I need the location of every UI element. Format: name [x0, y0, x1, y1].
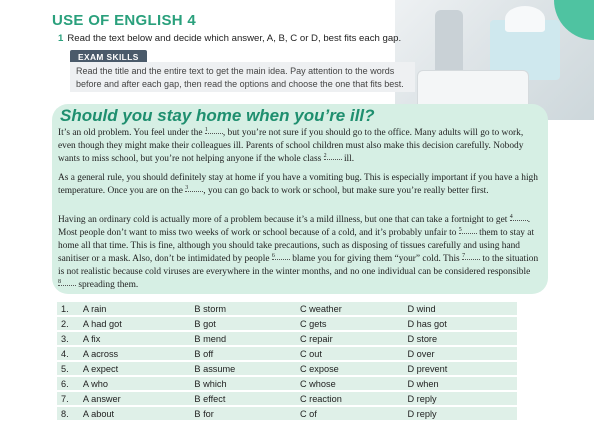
- corner-decoration: [554, 0, 594, 40]
- gap-7: 7: [462, 253, 480, 260]
- question-number: 3.: [57, 332, 79, 345]
- option-a[interactable]: A rain: [79, 302, 190, 315]
- option-b[interactable]: B mend: [190, 332, 296, 345]
- option-b[interactable]: B off: [190, 347, 296, 360]
- gap-6: 6: [272, 253, 290, 260]
- option-c[interactable]: C reaction: [296, 392, 404, 405]
- option-c[interactable]: C out: [296, 347, 404, 360]
- skills-line-1: Read the title and the entire text to get the main idea. Pay attention to the words: [76, 66, 395, 76]
- question-number: 7.: [57, 392, 79, 405]
- text-run: ill.: [341, 154, 355, 165]
- text-run: , you can go back to work or school, but make sure you’re really better first.: [203, 186, 489, 197]
- option-a[interactable]: A answer: [79, 392, 190, 405]
- option-d[interactable]: D over: [403, 347, 517, 360]
- option-a[interactable]: A about: [79, 407, 190, 420]
- answer-options-table: [57, 300, 517, 422]
- question-number: 6.: [57, 377, 79, 390]
- gap-5: 5: [459, 227, 477, 234]
- paragraph-2: [58, 172, 543, 198]
- text-run: As a general rule, you should definitely stay at home if you have a vomiting bug. This is especially important if you have a high temperature. Once you are on the: [58, 173, 538, 197]
- answer-row: [57, 302, 517, 315]
- option-c[interactable]: C repair: [296, 332, 404, 345]
- text-run: spreading them.: [76, 280, 139, 291]
- gap-2: 2: [324, 153, 342, 160]
- answer-row: [57, 392, 517, 405]
- answer-row: [57, 332, 517, 345]
- option-b[interactable]: B storm: [190, 302, 296, 315]
- option-b[interactable]: B for: [190, 407, 296, 420]
- answer-row: [57, 362, 517, 375]
- option-d[interactable]: D reply: [403, 407, 517, 420]
- question-number: 2.: [57, 317, 79, 330]
- article-title: Should you stay home when you’re ill?: [60, 106, 375, 125]
- text-run: It’s an old problem. You feel under the: [58, 128, 205, 139]
- gap-3: 3: [185, 185, 203, 192]
- option-b[interactable]: B which: [190, 377, 296, 390]
- option-b[interactable]: B effect: [190, 392, 296, 405]
- option-a[interactable]: A across: [79, 347, 190, 360]
- option-d[interactable]: D has got: [403, 317, 517, 330]
- text-run: them to stay at home all that time. This is fine, although you should take precautions, such as disposing of tissues carefully and using hand sanitiser or a mask. Also, don’t be intimidated by people: [58, 228, 535, 265]
- gap-1: 1: [205, 127, 223, 134]
- question-number: 4.: [57, 347, 79, 360]
- option-b[interactable]: B got: [190, 317, 296, 330]
- answer-row: [57, 347, 517, 360]
- answer-row: [57, 317, 517, 330]
- text-run: , but you’re not sure if you should go to the office. Many adults will go to work, even though they might make their colleagues ill. Parents of school children must also make this decision carefully. Nobody wants to miss school, but you’re not helping anyone if the whole class: [58, 128, 524, 165]
- text-run: . Most people don’t want to miss two weeks of work or school because of a cold, and it’s probably unfair to: [58, 215, 531, 239]
- option-c[interactable]: C gets: [296, 317, 404, 330]
- exam-skills-box: [70, 62, 415, 92]
- question-number: 8.: [57, 407, 79, 420]
- text-run: to the situation is not realistic because cold viruses are everywhere in the winter months, and no one individual can be considered responsible: [58, 254, 539, 278]
- text-run: Having an ordinary cold is actually more of a problem because it’s a mild illness, but one that can take a fortnight to get: [58, 215, 510, 226]
- question-number: 1.: [57, 302, 79, 315]
- option-d[interactable]: D reply: [403, 392, 517, 405]
- answer-row: [57, 377, 517, 390]
- option-b[interactable]: B assume: [190, 362, 296, 375]
- paragraph-1: [58, 127, 543, 166]
- option-d[interactable]: D prevent: [403, 362, 517, 375]
- paragraph-3: [58, 214, 543, 293]
- option-a[interactable]: A expect: [79, 362, 190, 375]
- question-number: 5.: [57, 362, 79, 375]
- tissue-image: [505, 6, 545, 32]
- option-a[interactable]: A fix: [79, 332, 190, 345]
- option-c[interactable]: C weather: [296, 302, 404, 315]
- option-d[interactable]: D when: [403, 377, 517, 390]
- section-title: USE OF ENGLISH 4: [52, 12, 196, 29]
- gap-8: 8: [58, 279, 76, 286]
- instruction-number: 1: [58, 33, 64, 44]
- option-d[interactable]: D store: [403, 332, 517, 345]
- skills-line-2: before and after each gap, then read the options and choose the one that fits best.: [76, 79, 404, 89]
- answer-row: [57, 407, 517, 420]
- option-a[interactable]: A had got: [79, 317, 190, 330]
- option-c[interactable]: C whose: [296, 377, 404, 390]
- option-c[interactable]: C of: [296, 407, 404, 420]
- text-run: blame you for giving them “your” cold. This: [289, 254, 463, 265]
- option-a[interactable]: A who: [79, 377, 190, 390]
- gap-4: 4: [510, 214, 528, 221]
- header-photo: [395, 0, 594, 120]
- option-c[interactable]: C expose: [296, 362, 404, 375]
- option-d[interactable]: D wind: [403, 302, 517, 315]
- exam-skills-tag: EXAM SKILLS: [70, 50, 147, 64]
- instruction: [58, 33, 401, 44]
- instruction-text: Read the text below and decide which answer, A, B, C or D, best fits each gap.: [67, 33, 402, 44]
